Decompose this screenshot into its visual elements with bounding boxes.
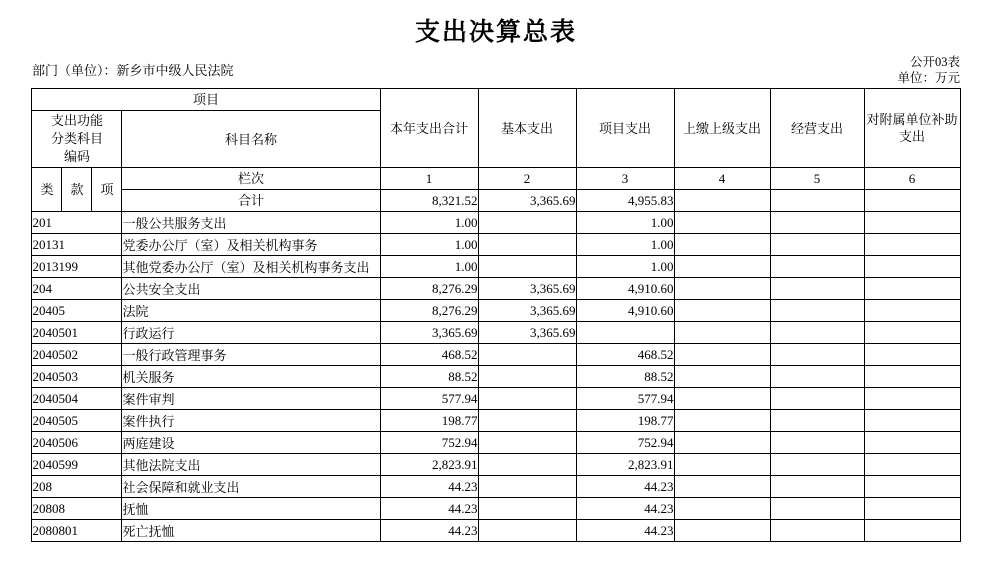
row-code: 2040504 [32,388,122,410]
row-value-5 [770,498,864,520]
row-value-3: 1.00 [576,212,674,234]
header-lei: 类 [32,168,62,212]
table-row [32,366,960,388]
row-value-6 [864,454,960,476]
header-colno-6: 6 [864,168,960,190]
header-lanci: 栏次 [122,168,380,190]
row-value-1: 1.00 [380,212,478,234]
row-value-4 [674,366,770,388]
row-code: 208 [32,476,122,498]
row-value-2 [478,476,576,498]
row-value-6 [864,234,960,256]
row-subject-name: 其他法院支出 [122,454,380,476]
row-subject-name: 一般行政管理事务 [122,344,380,366]
row-value-3 [576,322,674,344]
header-colno-3: 3 [576,168,674,190]
row-value-1: 44.23 [380,520,478,542]
table-row [32,344,960,366]
row-value-2 [478,498,576,520]
row-value-6 [864,520,960,542]
row-code: 2040506 [32,432,122,454]
total-value-6 [864,190,960,212]
header-col-4 [674,89,770,168]
row-code: 201 [32,212,122,234]
header-col-2 [478,89,576,168]
row-value-3: 1.00 [576,256,674,278]
row-value-4 [674,476,770,498]
row-subject-name: 行政运行 [122,322,380,344]
header-col-3-label: 项目支出 [598,120,651,136]
row-subject-name: 其他党委办公厅（室）及相关机构事务支出 [122,256,380,278]
table-row [32,454,960,476]
row-value-2 [478,256,576,278]
row-value-4 [674,322,770,344]
total-value-2: 3,365.69 [478,190,576,212]
row-subject-name: 社会保障和就业支出 [122,476,380,498]
table-row [32,388,960,410]
row-value-3: 4,910.60 [576,300,674,322]
row-value-6 [864,366,960,388]
total-value-3: 4,955.83 [576,190,674,212]
row-value-1: 1.00 [380,234,478,256]
row-value-2 [478,520,576,542]
row-value-4 [674,256,770,278]
row-value-1: 44.23 [380,476,478,498]
row-value-6 [864,278,960,300]
row-value-4 [674,454,770,476]
row-value-3: 44.23 [576,476,674,498]
header-col-2-label: 基本支出 [500,120,553,136]
header-code-line-3: 编码 [63,149,90,164]
header-col-3 [576,89,674,168]
amount-unit: 单位：万元 [897,71,960,85]
row-code: 20808 [32,498,122,520]
table-row [32,322,960,344]
row-value-3: 198.77 [576,410,674,432]
row-value-4 [674,388,770,410]
row-value-5 [770,344,864,366]
header-kuan: 款 [62,168,92,212]
header-code-line-1: 支出功能 [50,113,103,128]
row-value-5 [770,300,864,322]
table-row [32,410,960,432]
row-value-3: 752.94 [576,432,674,454]
header-code-line-2: 分类科目 [50,131,103,146]
header-code-group [32,111,122,168]
table-row [32,212,960,234]
row-value-2 [478,388,576,410]
form-meta [897,54,960,86]
row-value-4 [674,344,770,366]
header-col-5-label: 经营支出 [790,120,843,136]
row-value-4 [674,278,770,300]
row-value-1: 198.77 [380,410,478,432]
table-row [32,476,960,498]
row-value-1: 577.94 [380,388,478,410]
row-value-5 [770,278,864,300]
row-value-5 [770,256,864,278]
row-value-5 [770,322,864,344]
row-value-1: 8,276.29 [380,300,478,322]
row-value-6 [864,410,960,432]
row-value-5 [770,454,864,476]
department-line: 部门（单位）：新乡市中级人民法院 [32,63,234,78]
row-value-5 [770,212,864,234]
row-value-2 [478,454,576,476]
row-value-2 [478,410,576,432]
row-value-3: 88.52 [576,366,674,388]
header-colno-2: 2 [478,168,576,190]
row-code: 2040599 [32,454,122,476]
row-value-1: 752.94 [380,432,478,454]
row-code: 2040501 [32,322,122,344]
meta-row [32,54,960,88]
row-subject-name: 两庭建设 [122,432,380,454]
row-code: 2080801 [32,520,122,542]
header-subject-name: 科目名称 [122,111,380,168]
row-value-6 [864,212,960,234]
header-colno-4: 4 [674,168,770,190]
form-number: 公开03表 [909,55,960,69]
total-row [32,190,960,212]
row-value-4 [674,498,770,520]
header-col-4-label: 上缴上级支出 [682,120,761,136]
row-subject-name: 法院 [122,300,380,322]
row-subject-name: 党委办公厅（室）及相关机构事务 [122,234,380,256]
row-subject-name: 公共安全支出 [122,278,380,300]
header-xiang: 项 [92,168,122,212]
page-title: 支出决算总表 [414,19,577,46]
table-header-row-3 [32,168,960,190]
row-value-5 [770,234,864,256]
row-value-6 [864,256,960,278]
table-row [32,432,960,454]
row-value-5 [770,388,864,410]
row-code: 204 [32,278,122,300]
table-row [32,234,960,256]
header-col-1-label: 本年支出合计 [389,120,468,136]
header-item-group: 项目 [32,89,380,111]
row-value-2 [478,234,576,256]
total-value-1: 8,321.52 [380,190,478,212]
row-value-1: 468.52 [380,344,478,366]
table-row [32,498,960,520]
row-value-6 [864,300,960,322]
row-value-6 [864,322,960,344]
row-value-4 [674,212,770,234]
row-value-4 [674,520,770,542]
row-code: 2040503 [32,366,122,388]
row-value-4 [674,432,770,454]
table-row [32,300,960,322]
row-value-3: 44.23 [576,498,674,520]
row-value-6 [864,344,960,366]
row-value-1: 44.23 [380,498,478,520]
row-value-4 [674,300,770,322]
row-value-6 [864,388,960,410]
row-value-2: 3,365.69 [478,278,576,300]
row-value-3: 1.00 [576,234,674,256]
header-col-6-label: 对附属单位补助支出 [866,112,958,144]
row-subject-name: 案件执行 [122,410,380,432]
document-page [0,12,992,572]
table-row [32,520,960,542]
row-value-3: 577.94 [576,388,674,410]
row-value-3: 468.52 [576,344,674,366]
row-code: 2040502 [32,344,122,366]
row-value-1: 2,823.91 [380,454,478,476]
row-value-1: 1.00 [380,256,478,278]
row-subject-name: 一般公共服务支出 [122,212,380,234]
total-value-4 [674,190,770,212]
row-value-2 [478,212,576,234]
budget-table [31,88,960,542]
row-code: 2040505 [32,410,122,432]
header-col-6 [864,89,960,168]
header-col-5 [770,89,864,168]
row-value-4 [674,410,770,432]
row-value-6 [864,432,960,454]
row-value-2 [478,432,576,454]
row-value-5 [770,520,864,542]
row-value-2 [478,344,576,366]
row-value-5 [770,410,864,432]
row-value-5 [770,366,864,388]
row-code: 2013199 [32,256,122,278]
row-subject-name: 抚恤 [122,498,380,520]
table-row [32,256,960,278]
total-value-5 [770,190,864,212]
row-value-2: 3,365.69 [478,300,576,322]
row-subject-name: 死亡抚恤 [122,520,380,542]
row-value-3: 2,823.91 [576,454,674,476]
header-col-1 [380,89,478,168]
table-header-row-1 [32,89,960,111]
row-value-2 [478,366,576,388]
row-value-3: 4,910.60 [576,278,674,300]
row-value-6 [864,498,960,520]
row-value-3: 44.23 [576,520,674,542]
row-code: 20131 [32,234,122,256]
row-value-5 [770,476,864,498]
row-value-1: 3,365.69 [380,322,478,344]
row-value-2: 3,365.69 [478,322,576,344]
row-value-1: 88.52 [380,366,478,388]
header-colno-5: 5 [770,168,864,190]
row-value-1: 8,276.29 [380,278,478,300]
row-value-5 [770,432,864,454]
header-colno-1: 1 [380,168,478,190]
row-value-4 [674,234,770,256]
row-subject-name: 机关服务 [122,366,380,388]
table-row [32,278,960,300]
row-subject-name: 案件审判 [122,388,380,410]
total-label: 合计 [122,190,380,212]
row-value-6 [864,476,960,498]
row-code: 20405 [32,300,122,322]
